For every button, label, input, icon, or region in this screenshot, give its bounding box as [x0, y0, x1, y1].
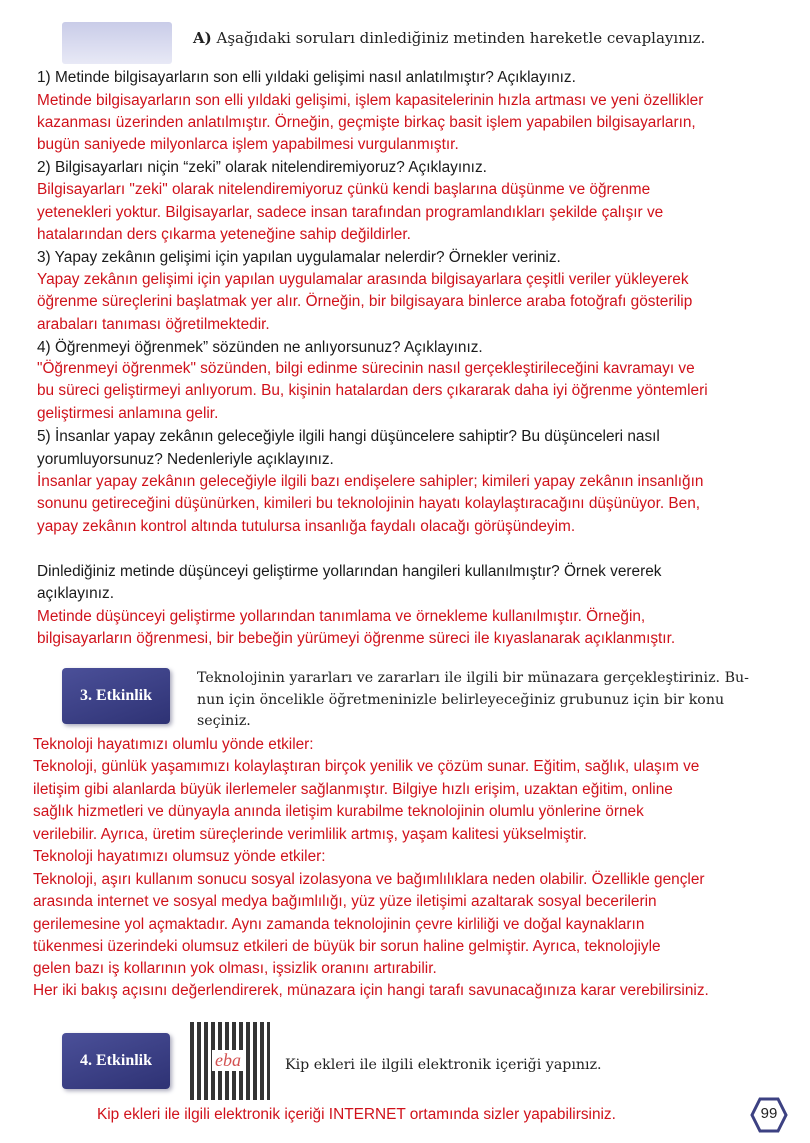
instruction-line: Teknolojinin yararları ve zararları ile ilgili bir münazara gerçekleştiriniz. Bu-	[197, 670, 749, 686]
answer-line: Teknoloji, aşırı kullanım sonucu sosyal izolasyona ve bağımlılıklara neden olabilir. Özellikle gençler	[33, 871, 705, 888]
answer-line: Bilgisayarları "zeki" olarak nitelendiremiyoruz çünkü kendi başlarına düşünme ve öğrenme	[37, 181, 651, 198]
instruction-line: seçiniz.	[197, 713, 251, 729]
answer-line: bu süreci geliştirmeyi anlıyorum. Bu, kişinin hatalardan ders çıkararak daha iyi öğrenme yöntemleri	[37, 382, 708, 399]
answer-line: Her iki bakış açısını değerlendirerek, münazara için hangi tarafı savunacağınıza karar verebilirsiniz.	[33, 982, 709, 999]
answer-line: gerilemesine yol açmaktadır. Aynı zamanda teknolojinin çevre kirliliği ve doğal kaynakların	[33, 916, 645, 933]
answer-line: verilebilir. Ayrıca, üretim süreçlerinde verimlilik artmış, yaşam kalitesi yükselmiştir.	[33, 826, 587, 843]
answer-line: Metinde düşünceyi geliştirme yollarından tanımlama ve örnekleme kullanılmıştır. Örneğin,	[37, 608, 646, 625]
qr-code[interactable]	[190, 1022, 270, 1100]
question-line: Dinlediğiniz metinde düşünceyi geliştirme yollarından hangileri kullanılmıştır? Örnek vererek	[37, 563, 662, 580]
question-line: 3) Yapay zekânın gelişimi için yapılan uygulamalar nelerdir? Örnekler veriniz.	[37, 249, 561, 266]
answer-line: Teknoloji hayatımızı olumlu yönde etkiler:	[33, 736, 314, 753]
answer-line: sonunu getireceğini düşünürken, kimileri bu teknolojinin hayatı kolaylaştıracağını düşünüyor. Ben,	[37, 495, 701, 512]
question-line: 1) Metinde bilgisayarların son elli yıldaki gelişimi nasıl anlatılmıştır? Açıklayınız.	[37, 69, 576, 86]
eba-logo: eba	[212, 1050, 244, 1071]
answer-line: öğrenme süreçlerini başlatmak yer alır. Örneğin, bir bilgisayara binlerce araba fotoğrafı gösterilip	[37, 293, 693, 310]
answer-line: tükenmesi üzerindeki olumsuz etkileri de büyük bir sorun haline gelmiştir. Ayrıca, teknolojiyle	[33, 938, 661, 955]
question-line: 5) İnsanlar yapay zekânın geleceğiyle ilgili hangi düşüncelere sahiptir? Bu düşünceleri nasıl	[37, 428, 660, 445]
answer-line: bilgisayarların öğrenmesi, bir bebeğin yürümeyi öğrenme süreci ile kıyaslanarak açıklanmıştır.	[37, 630, 676, 647]
answer-line: Teknoloji hayatımızı olumsuz yönde etkiler:	[33, 848, 326, 865]
section-title	[193, 28, 705, 48]
answer-line: Metinde bilgisayarların son elli yıldaki gelişimi, işlem kapasitelerinin hızla artması ve yeni özellikler	[37, 92, 704, 109]
answer-line: iletişim gibi alanlarda büyük ilerlemeler sağlanmıştır. Bilgiye hızlı erişim, uzaktan eğitim, online	[33, 781, 673, 798]
answer-line: sağlık hizmetleri ve dünyayla anında iletişim kurabilme teknolojinin olumlu yönlerine örnek	[33, 803, 644, 820]
answer-line: Yapay zekânın gelişimi için yapılan uygulamalar arasında bilgisayarlara çeşitli veriler yükleyerek	[37, 271, 689, 288]
activity-4-instruction: Kip ekleri ile ilgili elektronik içeriği yapınız.	[285, 1057, 602, 1073]
answer-line: arasında internet ve sosyal medya bağımlılığı, yüz yüze iletişimi azaltarak sosyal becerilerin	[33, 893, 657, 910]
answer-line: yetenekleri yoktur. Bilgisayarlar, sadece insan tarafından programlandıkları şekilde çalışır ve	[37, 204, 664, 221]
activity-3-badge: 3. Etkinlik	[62, 668, 170, 724]
answer-line: yapay zekânın kontrol altında tutulursa insanlığa faydalı olacağı görüşündeyim.	[37, 518, 576, 535]
answer-line: Teknoloji, günlük yaşamımızı kolaylaştıran birçok yenilik ve çözüm sunar. Eğitim, sağlık, ulaşım ve	[33, 758, 700, 775]
answer-line: arabaları tanıması öğretilmektedir.	[37, 316, 270, 333]
answer-line: "Öğrenmeyi öğrenmek" sözünden, bilgi edinme sürecinin nasıl gerçekleştirileceğini kavramayı ve	[37, 360, 695, 377]
section-letter: A)	[193, 29, 212, 47]
page-number: 99	[760, 1105, 778, 1122]
question-line: 2) Bilgisayarları niçin “zeki” olarak nitelendiremiyoruz? Açıklayınız.	[37, 159, 487, 176]
activity-4-badge: 4. Etkinlik	[62, 1033, 170, 1089]
question-line: yorumluyorsunuz? Nedenleriyle açıklayınız.	[37, 451, 334, 468]
answer-line: gelen bazı iş kollarının yok olması, işsizlik oranını artırabilir.	[33, 960, 437, 977]
answer-line: geliştirmesi anlamına gelir.	[37, 405, 219, 422]
instruction-line: nun için öncelikle öğretmeninizle belirleyeceğiniz grubunuz için bir konu	[197, 692, 725, 708]
page-number-badge	[750, 1097, 788, 1133]
activity-4-answer: Kip ekleri ile ilgili elektronik içeriği INTERNET ortamında sizler yapabilirsiniz.	[97, 1106, 616, 1123]
answer-line: hatalarından ders çıkarma yeteneğine sahip değildirler.	[37, 226, 411, 243]
answer-line: bugün saniyede milyonlarca işlem yapabilmesi vurgulanmıştır.	[37, 136, 459, 153]
answer-line: İnsanlar yapay zekânın geleceğiyle ilgili bazı endişelere sahipler; kimileri yapay zekânın insanlığın	[37, 473, 704, 490]
answer-line: kazanması üzerinden anlatılmıştır. Örneğin, geçmişte birkaç basit işlem yapabilen bilgisayarların,	[37, 114, 696, 131]
publisher-logo	[62, 22, 172, 64]
question-line: 4) Öğrenmeyi öğrenmek” sözünden ne anlıyorsunuz? Açıklayınız.	[37, 339, 483, 356]
question-line: açıklayınız.	[37, 585, 114, 602]
section-title-text: Aşağıdaki soruları dinlediğiniz metinden hareketle cevaplayınız.	[216, 29, 706, 47]
